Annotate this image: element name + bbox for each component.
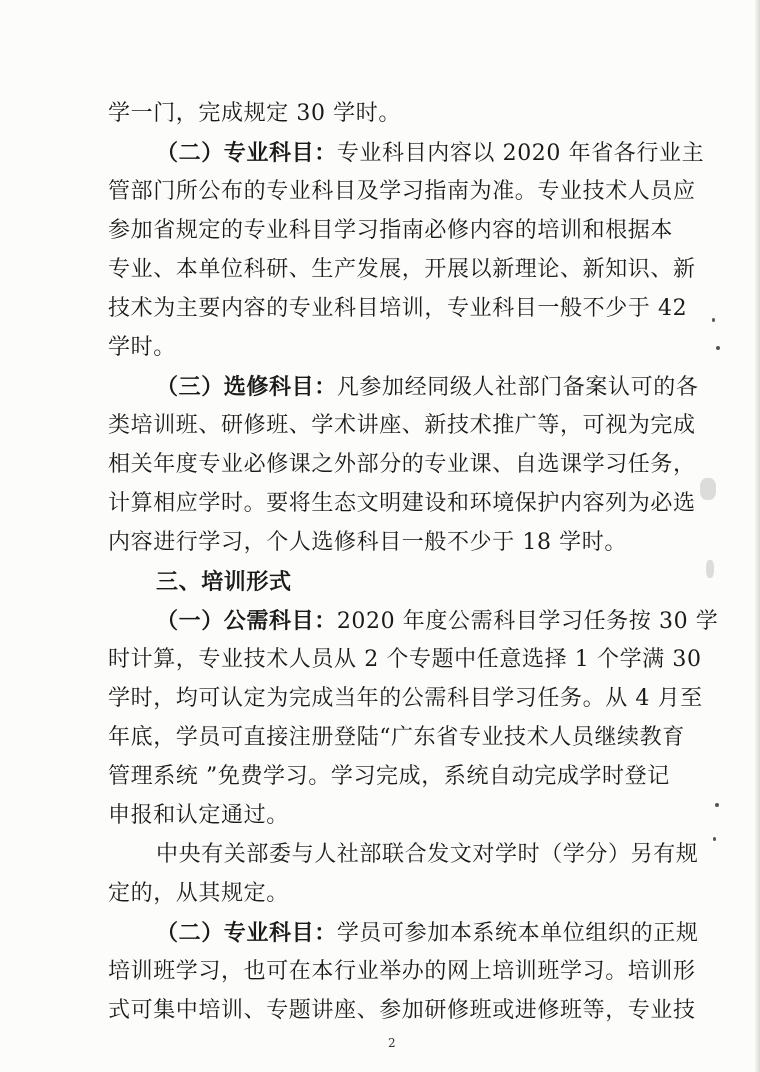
scan-smudge	[700, 478, 716, 500]
section-heading-training-form: 三、培训形式	[156, 569, 292, 595]
scan-speck	[715, 803, 719, 807]
scan-speck	[713, 837, 716, 841]
text-line: 定的，从其规定。	[108, 881, 289, 906]
heading-elective-subjects: （三）选修科目：	[156, 374, 337, 400]
paragraph-elective-subjects	[156, 373, 716, 402]
scan-edge-shadow	[754, 0, 760, 1072]
text-line: 管部门所公布的专业科目及学习指南为准。专业技术人员应	[108, 179, 696, 204]
text-line: 年底，学员可直接注册登陆“广东省专业技术人员继续教育	[108, 725, 685, 750]
scan-speck	[716, 346, 720, 350]
text-line: 中央有关部委与人社部联合发文对学时（学分）另有规	[156, 842, 699, 867]
text-span: 2020 年度公需科目学习任务按 30 学	[336, 609, 719, 634]
text-line: 学时。	[108, 335, 176, 360]
text-line: 时计算，专业技术人员从 2 个专题中任意选择 1 个学满 30	[108, 647, 702, 672]
paragraph-specialty-subjects	[156, 139, 716, 168]
text-line: 学一门，完成规定 30 学时。	[108, 101, 401, 126]
text-line: 申报和认定通过。	[108, 803, 289, 828]
page-number: 2	[388, 1036, 396, 1050]
text-span: 学员可参加本系统本单位组织的正规	[336, 921, 699, 946]
heading-public-subjects: （一）公需科目：	[156, 608, 337, 634]
text-line: 技术为主要内容的专业科目培训，专业科目一般不少于 42	[108, 296, 688, 321]
text-line: 相关年度专业必修课之外部分的专业课、自选课学习任务，	[108, 452, 696, 477]
text-span: 凡参加经同级人社部门备案认可的各	[336, 375, 699, 400]
text-line: 类培训班、研修班、学术讲座、新技术推广等，可视为完成	[108, 413, 696, 438]
text-span: 专业科目内容以 2020 年省各行业主	[336, 141, 705, 166]
text-line: 学时，均可认定为完成当年的公需科目学习任务。从 4 月至	[108, 686, 703, 711]
scan-speck	[712, 318, 715, 322]
text-line: 计算相应学时。要将生态文明建设和环境保护内容列为必选	[108, 491, 696, 516]
text-line: 培训班学习，也可在本行业举办的网上培训班学习。培训形	[108, 959, 696, 984]
text-line: 内容进行学习，个人选修科目一般不少于 18 学时。	[108, 530, 627, 555]
text-line: 管理系统 ”免费学习。学习完成，系统自动完成学时登记	[108, 764, 670, 789]
paragraph-specialty-training	[156, 919, 716, 948]
paragraph-public-subjects	[156, 607, 719, 636]
text-line: 参加省规定的专业科目学习指南必修内容的培训和根据本	[108, 218, 674, 243]
scan-smudge	[706, 560, 714, 578]
text-line: 式可集中培训、专题讲座、参加研修班或进修班等，专业技	[108, 998, 696, 1023]
heading-specialty-training: （二）专业科目：	[156, 920, 337, 946]
text-line: 专业、本单位科研、生产发展，开展以新理论、新知识、新	[108, 257, 696, 282]
heading-specialty-subjects: （二）专业科目：	[156, 140, 337, 166]
